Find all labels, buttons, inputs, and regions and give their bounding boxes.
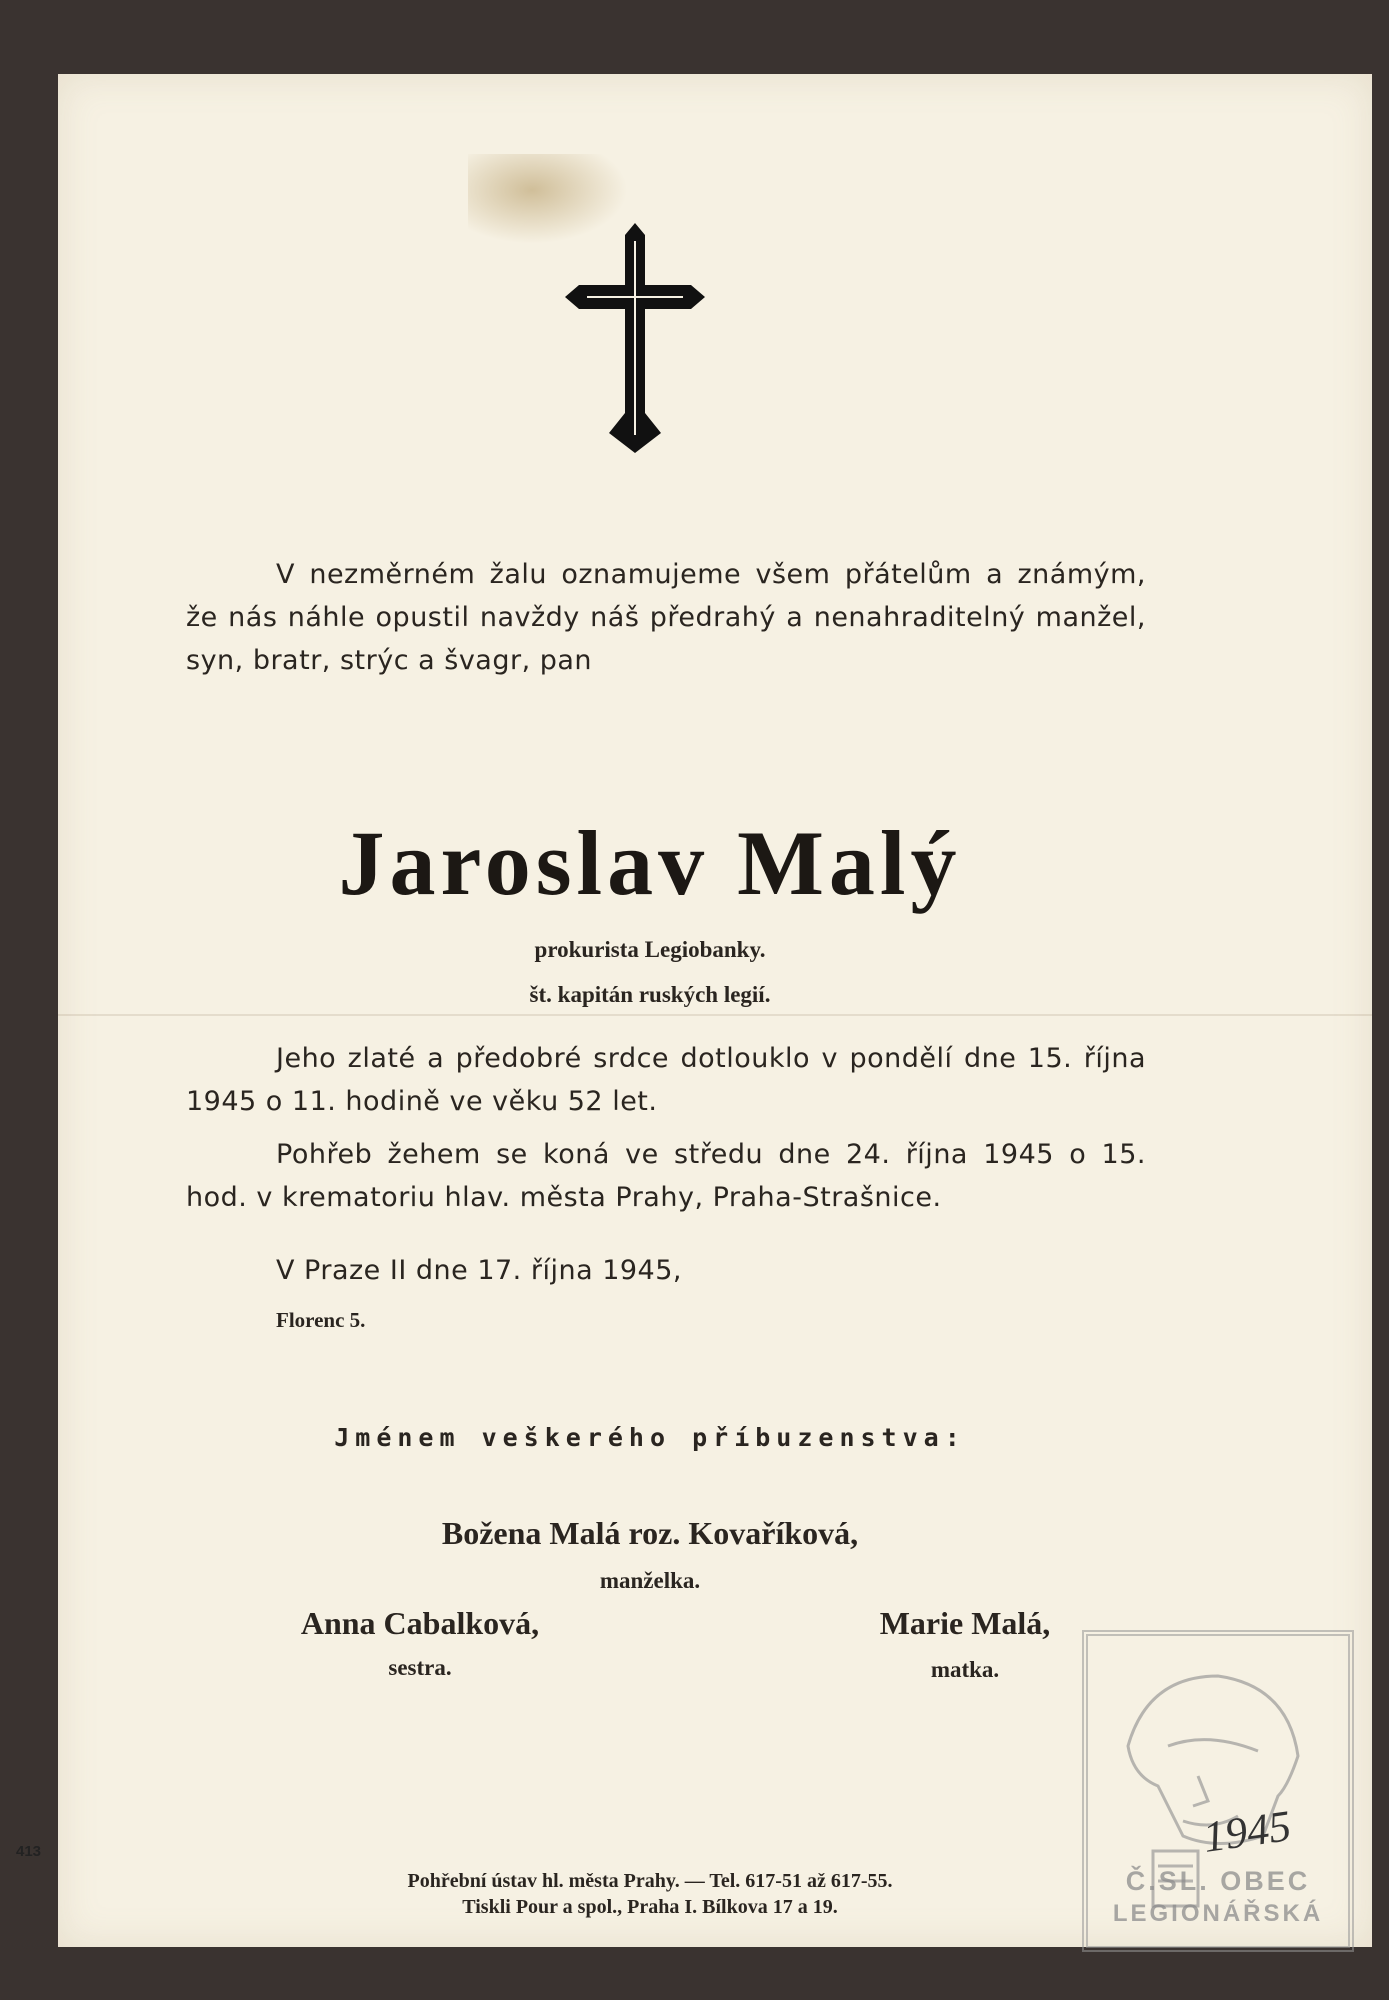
place-date: V Praze II dne 17. října 1945, bbox=[276, 1255, 682, 1286]
deceased-title-1: prokurista Legiobanky. bbox=[534, 937, 766, 962]
footer-line-2: Tiskli Pour a spol., Praha I. Bílkova 17 a 19. bbox=[462, 1896, 838, 1918]
handwritten-year: 1945 bbox=[1200, 1801, 1294, 1862]
paper-fold bbox=[58, 1014, 1372, 1016]
stamp-line-2: LEGIONÁŘSKÁ bbox=[1112, 1900, 1324, 1927]
legion-stamp bbox=[1082, 1630, 1354, 1952]
family-heading: Jménem veškerého příbuzenstva: bbox=[334, 1423, 966, 1452]
sister-role: sestra. bbox=[388, 1655, 452, 1680]
stamp-line-1: Č.SL. OBEC bbox=[1125, 1866, 1311, 1896]
mother-name: Marie Malá, bbox=[879, 1605, 1051, 1641]
deceased-title-2: št. kapitán ruských legií. bbox=[529, 982, 771, 1007]
address: Florenc 5. bbox=[276, 1308, 366, 1332]
announcement-intro: V nezměrném žalu oznamujeme všem přátelům a známým, že nás náhle opustil navždy náš předrahý a nenahraditelný manžel, syn, bratr, strýc a švagr, pan bbox=[186, 559, 1146, 676]
footer-line-1: Pohřební ústav hl. města Prahy. — Tel. 617-51 až 617-55. bbox=[407, 1870, 893, 1892]
death-text: Jeho zlaté a předobré srdce dotlouklo v pondělí dne 15. října 1945 o 11. hodině ve věku 52 let. bbox=[186, 1043, 1146, 1117]
funeral-text: Pohřeb žehem se koná ve středu dne 24. října 1945 o 15. hod. v krematoriu hlav. města Prahy, Praha-Strašnice. bbox=[186, 1139, 1146, 1213]
mother-role: matka. bbox=[930, 1657, 1000, 1682]
cross-icon bbox=[565, 223, 705, 453]
wife-role: manželka. bbox=[599, 1568, 701, 1593]
sister-name: Anna Cabalková, bbox=[300, 1605, 540, 1641]
wife-name: Božena Malá roz. Kovaříková, bbox=[441, 1515, 859, 1551]
deceased-name: Jaroslav Malý bbox=[338, 812, 962, 914]
page-number: 413 bbox=[16, 1843, 42, 1860]
